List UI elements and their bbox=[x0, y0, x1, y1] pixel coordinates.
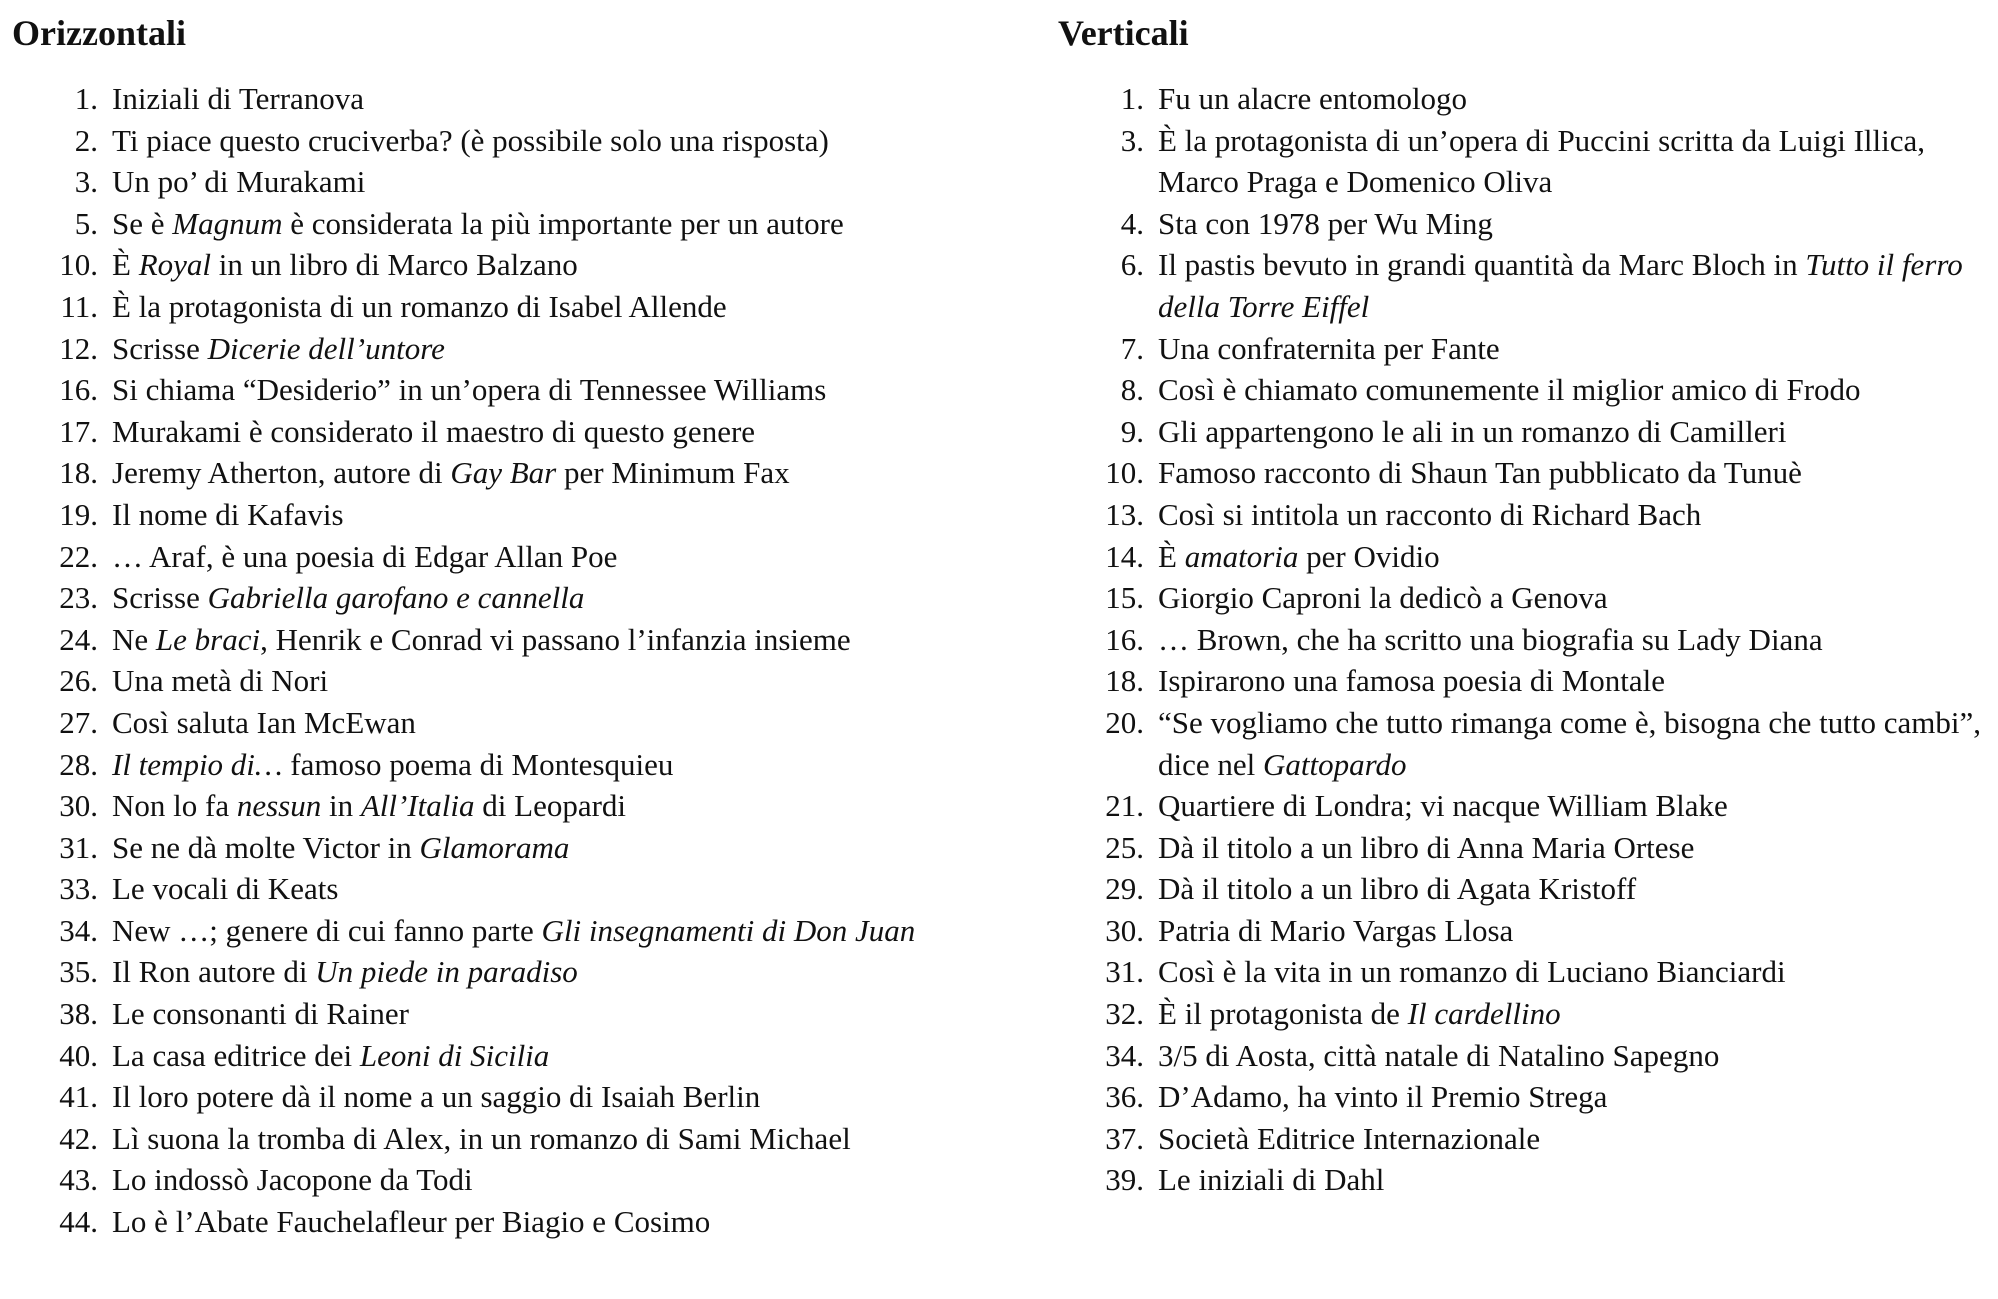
clue-item bbox=[1058, 1035, 1993, 1077]
clue-item bbox=[1058, 993, 1993, 1035]
clue-number: 43. bbox=[59, 1162, 98, 1198]
clue-number: 40. bbox=[59, 1037, 98, 1073]
clue-item bbox=[1058, 910, 1993, 952]
clue-text-segment: Lì suona la tromba di Alex, in un romanzo di Sami Michael bbox=[112, 1120, 851, 1156]
clue-text bbox=[1158, 1079, 1607, 1114]
clue-item bbox=[1058, 660, 1993, 702]
clue-item bbox=[1058, 536, 1993, 578]
clue-text bbox=[112, 996, 409, 1031]
clue-text-segment: Così è la vita in un romanzo di Luciano Bianciardi bbox=[1158, 954, 1786, 990]
clue-text-segment: Il nome di Kafavis bbox=[112, 496, 344, 532]
clue-number: 1. bbox=[74, 81, 98, 116]
verticali-clue-list bbox=[1058, 78, 1993, 1201]
clue-item bbox=[1058, 951, 1993, 993]
clue-text bbox=[1158, 81, 1467, 116]
clue-text bbox=[1158, 539, 1440, 574]
verticali-title: Verticali bbox=[1058, 13, 1189, 53]
clue-text-segment: Fu un alacre entomologo bbox=[1158, 81, 1468, 116]
clue-item bbox=[12, 369, 972, 411]
clue-number: 42. bbox=[59, 1120, 98, 1156]
clue-number: 18. bbox=[1105, 663, 1144, 699]
clue-text bbox=[1158, 372, 1861, 407]
clue-text-segment: 3/5 di Aosta, città natale di Natalino Sapegno bbox=[1158, 1037, 1720, 1073]
clue-text bbox=[112, 580, 584, 615]
clue-item bbox=[12, 827, 972, 869]
clue-number: 31. bbox=[1105, 954, 1144, 990]
clue-text bbox=[1158, 663, 1665, 698]
clue-text bbox=[112, 1121, 851, 1156]
clue-text bbox=[1158, 123, 1925, 200]
clue-number: 17. bbox=[59, 413, 98, 449]
clue-text-segment: Società Editrice Internazionale bbox=[1158, 1120, 1541, 1156]
clue-text-segment: Un po’ di Murakami bbox=[112, 164, 366, 200]
clue-text bbox=[1158, 331, 1500, 366]
orizzontali-title: Orizzontali bbox=[12, 13, 186, 53]
clue-italic-title: Il tempio di… bbox=[112, 746, 283, 782]
clue-text bbox=[1158, 788, 1728, 823]
clue-text bbox=[1158, 580, 1608, 615]
clue-number: 33. bbox=[59, 871, 98, 907]
clue-text-segment: Lo è l’Abate Fauchelafleur per Biagio e Cosimo bbox=[112, 1204, 711, 1240]
clue-text-segment: Così saluta Ian McEwan bbox=[112, 704, 416, 740]
clue-text bbox=[112, 788, 626, 823]
clue-italic-title: nessun bbox=[236, 788, 322, 824]
clue-text bbox=[112, 497, 344, 532]
clue-italic-title: Glamorama bbox=[419, 829, 570, 865]
clue-number: 39. bbox=[1105, 1162, 1144, 1198]
clue-text bbox=[112, 539, 617, 574]
clue-italic-title: Gabriella garofano e cannella bbox=[207, 580, 585, 616]
clue-text-segment: Gli appartengono le ali in un romanzo di Camilleri bbox=[1158, 413, 1787, 449]
clue-text bbox=[112, 830, 569, 865]
clue-item bbox=[12, 1159, 972, 1201]
clue-number: 26. bbox=[59, 663, 98, 699]
clue-text bbox=[1158, 1162, 1384, 1197]
clue-item bbox=[1058, 369, 1993, 411]
clue-text-segment: Se ne dà molte Victor in bbox=[112, 829, 420, 865]
clue-italic-title: Gattopardo bbox=[1263, 746, 1407, 782]
clue-number: 3. bbox=[74, 164, 98, 200]
clue-item bbox=[1058, 494, 1993, 536]
clue-number: 2. bbox=[74, 122, 98, 158]
clue-text bbox=[1158, 830, 1694, 865]
clue-text bbox=[112, 871, 338, 906]
clue-item bbox=[1058, 244, 1993, 327]
clue-item bbox=[12, 619, 972, 661]
clue-italic-title: Tutto il ferro della Torre Eiffel bbox=[1158, 247, 1963, 324]
clue-number: 34. bbox=[59, 912, 98, 948]
clue-text-segment: Giorgio Caproni la dedicò a Genova bbox=[1158, 580, 1608, 616]
clue-item bbox=[1058, 868, 1993, 910]
clue-number: 32. bbox=[1105, 996, 1144, 1032]
clue-text-segment: Jeremy Atherton, autore di bbox=[112, 455, 451, 491]
clue-text-segment: Il loro potere dà il nome a un saggio di Isaiah Berlin bbox=[112, 1079, 761, 1115]
clue-item bbox=[1058, 411, 1993, 453]
clue-text-segment: Quartiere di Londra; vi nacque William Blake bbox=[1158, 788, 1728, 824]
clue-item bbox=[1058, 1076, 1993, 1118]
clue-text bbox=[1158, 996, 1561, 1031]
clue-text-segment: Sta con 1978 per Wu Ming bbox=[1158, 205, 1493, 241]
clue-number: 29. bbox=[1105, 871, 1144, 907]
clue-number: 15. bbox=[1105, 580, 1144, 616]
clue-text bbox=[112, 1079, 760, 1114]
clue-item bbox=[12, 286, 972, 328]
clue-text-segment: È il protagonista de bbox=[1158, 996, 1408, 1032]
clue-text bbox=[112, 954, 578, 989]
clue-number: 16. bbox=[1105, 621, 1144, 657]
clue-text bbox=[1158, 206, 1493, 241]
clue-text bbox=[112, 247, 578, 282]
clue-text bbox=[112, 372, 826, 407]
clue-item bbox=[12, 203, 972, 245]
clue-text bbox=[1158, 1121, 1540, 1156]
clue-italic-title: Il cardellino bbox=[1407, 996, 1561, 1032]
clue-text bbox=[1158, 497, 1701, 532]
clue-text-segment: per Minimum Fax bbox=[556, 455, 790, 491]
clue-number: 9. bbox=[1120, 413, 1144, 449]
clue-text-segment: D’Adamo, ha vinto il Premio Strega bbox=[1158, 1079, 1608, 1115]
clue-item bbox=[1058, 577, 1993, 619]
clue-text bbox=[112, 1038, 549, 1073]
clue-number: 13. bbox=[1105, 496, 1144, 532]
clue-italic-title: Magnum bbox=[172, 205, 283, 241]
clue-item bbox=[12, 411, 972, 453]
clue-text bbox=[1158, 871, 1636, 906]
clue-text bbox=[112, 455, 790, 490]
clue-number: 44. bbox=[59, 1204, 98, 1240]
clue-number: 5. bbox=[74, 205, 98, 241]
clue-text-segment: “Se vogliamo che tutto rimanga come è, bisogna che tutto cambi”, dice nel bbox=[1158, 704, 1981, 782]
clue-text-segment: Ispirarono una famosa poesia di Montale bbox=[1158, 663, 1666, 699]
clue-text bbox=[112, 747, 673, 782]
clue-item bbox=[12, 494, 972, 536]
clue-text-segment: Il pastis bevuto in grandi quantità da Marc Bloch in bbox=[1158, 247, 1806, 283]
clue-item bbox=[12, 1201, 972, 1243]
clue-number: 34. bbox=[1105, 1037, 1144, 1073]
clue-text-segment: Si chiama “Desiderio” in un’opera di Tennessee Williams bbox=[112, 372, 827, 408]
clue-text-segment: Le consonanti di Rainer bbox=[112, 996, 409, 1032]
clue-item bbox=[1058, 827, 1993, 869]
clue-text-segment: Una metà di Nori bbox=[112, 663, 329, 699]
clue-number: 30. bbox=[1105, 912, 1144, 948]
clue-text-segment: Una confraternita per Fante bbox=[1158, 330, 1500, 366]
clue-item bbox=[1058, 1118, 1993, 1160]
clue-item bbox=[12, 993, 972, 1035]
clue-text bbox=[112, 123, 829, 158]
clue-text-segment: Iniziali di Terranova bbox=[112, 81, 365, 116]
clue-number: 38. bbox=[59, 996, 98, 1032]
clue-number: 11. bbox=[60, 288, 98, 324]
clue-number: 31. bbox=[59, 829, 98, 865]
clue-text-segment: Scrisse bbox=[112, 330, 208, 366]
clue-item bbox=[1058, 452, 1993, 494]
clue-text-segment: di Leopardi bbox=[474, 788, 627, 824]
clue-text bbox=[112, 913, 915, 948]
clue-number: 4. bbox=[1120, 205, 1144, 241]
clue-text bbox=[1158, 455, 1802, 490]
clue-number: 41. bbox=[59, 1079, 98, 1115]
verticali-section bbox=[1058, 10, 1993, 1201]
clue-item bbox=[12, 78, 972, 120]
clue-item bbox=[12, 1076, 972, 1118]
clue-text bbox=[112, 81, 364, 116]
clue-number: 12. bbox=[59, 330, 98, 366]
clue-item bbox=[12, 1035, 972, 1077]
clue-text-segment: … Araf, è una poesia di Edgar Allan Poe bbox=[112, 538, 618, 574]
clue-item bbox=[1058, 120, 1993, 203]
clue-text-segment: Scrisse bbox=[112, 580, 208, 616]
clue-number: 8. bbox=[1120, 372, 1144, 408]
clue-number: 23. bbox=[59, 580, 98, 616]
clue-text-segment: , Henrik e Conrad vi passano l’infanzia insieme bbox=[260, 621, 851, 657]
clue-item bbox=[12, 910, 972, 952]
clue-text-segment: Ne bbox=[112, 621, 156, 657]
orizzontali-section bbox=[12, 10, 972, 1243]
clue-italic-title: Leoni di Sicilia bbox=[359, 1037, 550, 1073]
clue-number: 25. bbox=[1105, 829, 1144, 865]
clue-item bbox=[12, 785, 972, 827]
clue-text-segment: New …; genere di cui fanno parte bbox=[112, 912, 542, 948]
clue-text-segment: La casa editrice dei bbox=[112, 1037, 360, 1073]
clue-text bbox=[112, 414, 755, 449]
clue-text-segment: … Brown, che ha scritto una biografia su Lady Diana bbox=[1158, 621, 1823, 657]
clue-number: 28. bbox=[59, 746, 98, 782]
clue-text bbox=[112, 1162, 473, 1197]
clue-item bbox=[12, 702, 972, 744]
clue-text bbox=[1158, 414, 1786, 449]
clue-text bbox=[1158, 913, 1513, 948]
clue-text-segment: per Ovidio bbox=[1298, 538, 1440, 574]
clue-number: 30. bbox=[59, 788, 98, 824]
clue-text-segment: Le vocali di Keats bbox=[112, 871, 339, 907]
clue-italic-title: Gay Bar bbox=[450, 455, 557, 491]
clue-italic-title: Gli insegnamenti di Don Juan bbox=[541, 912, 916, 948]
clue-item bbox=[12, 1118, 972, 1160]
clue-item bbox=[12, 120, 972, 162]
clue-italic-title: Dicerie dell’untore bbox=[207, 330, 445, 366]
clue-item bbox=[1058, 785, 1993, 827]
clue-text-segment: È bbox=[1158, 538, 1185, 574]
clue-text bbox=[112, 289, 727, 324]
clue-number: 10. bbox=[59, 247, 98, 283]
clue-text-segment: Così è chiamato comunemente il miglior amico di Frodo bbox=[1158, 372, 1861, 408]
clue-italic-title: All’Italia bbox=[360, 788, 475, 824]
clue-item bbox=[12, 951, 972, 993]
clue-item bbox=[12, 244, 972, 286]
clue-number: 35. bbox=[59, 954, 98, 990]
clue-item bbox=[12, 536, 972, 578]
clue-item bbox=[1058, 78, 1993, 120]
clue-text-segment: in un libro di Marco Balzano bbox=[211, 247, 578, 283]
clue-italic-title: Le braci bbox=[155, 621, 261, 657]
clue-number: 36. bbox=[1105, 1079, 1144, 1115]
clue-italic-title: amatoria bbox=[1184, 538, 1299, 574]
clue-text-segment: Murakami è considerato il maestro di questo genere bbox=[112, 413, 756, 449]
clue-italic-title: Un piede in paradiso bbox=[315, 954, 578, 990]
clue-number: 7. bbox=[1120, 330, 1144, 366]
orizzontali-clue-list bbox=[12, 78, 972, 1243]
clue-text bbox=[1158, 954, 1786, 989]
clue-text-segment: È la protagonista di un’opera di Puccini scritta da Luigi Illica, Marco Praga e Domenico Oliva bbox=[1158, 122, 1926, 200]
clue-text-segment: Lo indossò Jacopone da Todi bbox=[112, 1162, 473, 1198]
clue-number: 14. bbox=[1105, 538, 1144, 574]
clue-text bbox=[1158, 622, 1823, 657]
clue-text bbox=[1158, 247, 1963, 324]
clue-text-segment: Famoso racconto di Shaun Tan pubblicato da Tunuè bbox=[1158, 455, 1802, 491]
clue-number: 20. bbox=[1105, 704, 1144, 740]
clue-text-segment: è considerata la più importante per un autore bbox=[282, 205, 844, 241]
clue-text bbox=[112, 1204, 710, 1239]
clue-number: 24. bbox=[59, 621, 98, 657]
clue-italic-title: Royal bbox=[138, 247, 211, 283]
clue-number: 19. bbox=[59, 496, 98, 532]
clue-text-segment: Le iniziali di Dahl bbox=[1158, 1162, 1385, 1198]
clue-number: 3. bbox=[1120, 122, 1144, 158]
clue-text-segment: in bbox=[321, 788, 361, 824]
clue-text-segment: Se è bbox=[112, 205, 173, 241]
clue-text bbox=[112, 622, 851, 657]
clue-item bbox=[1058, 1159, 1993, 1201]
clue-text bbox=[112, 331, 445, 366]
clue-number: 37. bbox=[1105, 1120, 1144, 1156]
clue-item bbox=[12, 161, 972, 203]
clue-text bbox=[1158, 1038, 1719, 1073]
clue-item bbox=[12, 744, 972, 786]
clue-item bbox=[1058, 702, 1993, 785]
clue-text-segment: Patria di Mario Vargas Llosa bbox=[1158, 912, 1514, 948]
clue-text bbox=[112, 164, 365, 199]
clue-text-segment: Dà il titolo a un libro di Agata Kristoff bbox=[1158, 871, 1637, 907]
clue-number: 16. bbox=[59, 372, 98, 408]
clue-item bbox=[1058, 619, 1993, 661]
clue-text bbox=[112, 206, 844, 241]
clue-text bbox=[112, 663, 328, 698]
clue-number: 10. bbox=[1105, 455, 1144, 491]
clue-item bbox=[12, 577, 972, 619]
clue-item bbox=[12, 660, 972, 702]
clue-text-segment: È la protagonista di un romanzo di Isabel Allende bbox=[112, 288, 727, 324]
clue-text bbox=[112, 705, 416, 740]
clue-number: 22. bbox=[59, 538, 98, 574]
clue-text-segment: famoso poema di Montesquieu bbox=[282, 746, 674, 782]
clue-number: 21. bbox=[1105, 788, 1144, 824]
clue-item bbox=[12, 452, 972, 494]
clue-text-segment: Così si intitola un racconto di Richard Bach bbox=[1158, 496, 1702, 532]
clue-number: 18. bbox=[59, 455, 98, 491]
clue-text-segment: Dà il titolo a un libro di Anna Maria Ortese bbox=[1158, 829, 1695, 865]
clue-number: 27. bbox=[59, 704, 98, 740]
clue-item bbox=[1058, 203, 1993, 245]
clue-item bbox=[12, 868, 972, 910]
clue-text-segment: Ti piace questo cruciverba? (è possibile solo una risposta) bbox=[112, 122, 829, 158]
clue-number: 1. bbox=[1120, 81, 1144, 116]
clue-number: 6. bbox=[1120, 247, 1144, 283]
clue-item bbox=[12, 328, 972, 370]
clue-item bbox=[1058, 328, 1993, 370]
clue-text-segment: È bbox=[112, 247, 139, 283]
clue-text bbox=[1158, 705, 1981, 782]
clue-text-segment: Il Ron autore di bbox=[112, 954, 316, 990]
clue-text-segment: Non lo fa bbox=[112, 788, 237, 824]
